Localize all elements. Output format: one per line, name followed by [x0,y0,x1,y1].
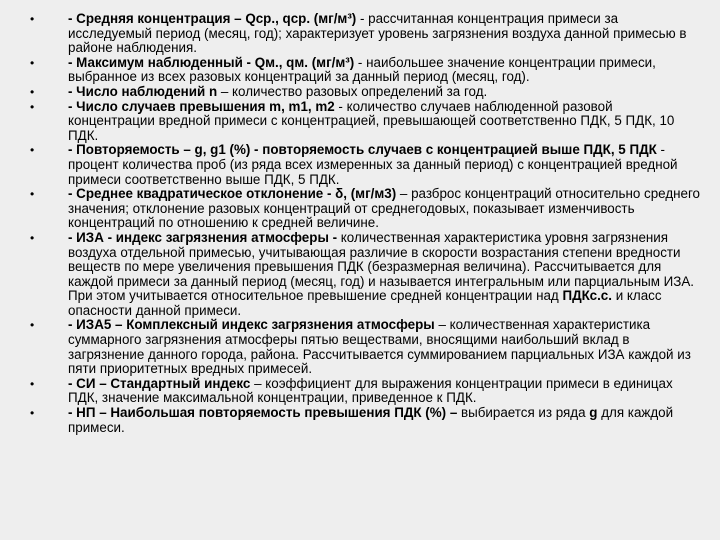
term: - НП – Наибольшая повторяемость превышения ПДК (%) – [68,405,458,421]
bullet: • [30,376,35,391]
description: - количество случаев наблюденной разовой концентрации вредной примеси с концентрацией, превышающей соответственно ПДК, 5 ПДК, 10 ПДК. [68,98,675,143]
bullet: • [30,84,35,99]
description: - рассчитанная концентрация примеси за исследуемый период (месяц, год); характеризует уровень загрязнения воздуха данной примесью в районе наблюдения. [68,11,687,56]
list-item [26,143,702,187]
term: - Средняя концентрация – Qср., qср. (мг/м³) [68,11,357,26]
list-item [26,231,702,319]
description: - процент количества проб (из ряда всех измеренных за данный период) с концентрацией вредной примеси соответственно выше ПДК, 5 ПДК. [68,142,678,187]
list-item [26,406,702,435]
term: - Среднее квадратическое отклонение - δ, (мг/м3) [68,186,397,202]
list-item [26,12,702,56]
term: - ИЗА - индекс загрязнения атмосферы - [68,229,338,245]
term: - Максимум наблюденный - Qм., qм. (мг/м³) [68,54,355,70]
bullet: • [30,12,35,26]
list-item [26,100,702,144]
term: - СИ – Стандартный индекс [68,375,251,391]
description: - наибольшее значение концентрации примеси, выбранное из всех разовых концентраций за данный период (месяц, год). [68,54,656,85]
description: – коэффициент для выражения концентрации примеси в единицах ПДК, значение максимальной концентрации, приведенное к ПДК. [68,375,673,406]
term: - ИЗА5 – Комплексный индекс загрязнения атмосферы [68,317,435,333]
description: выбирается из ряда [457,405,590,421]
term: - Число случаев превышения m, m1, m2 [68,98,335,114]
list-item [26,56,702,85]
description: – количественная характеристика суммарного загрязнения атмосферы пятью веществами, вносящими наибольший вклад в загрязнение данного города, района. Рассчитывается суммированием парциальных ИЗА каждой из пяти приоритетных вредных примесей. [68,317,691,377]
term: - Число наблюдений n [68,83,218,99]
list-item [26,318,702,376]
bullet: • [30,187,35,202]
term-inline: ПДКс.с. [562,288,612,304]
description-tail: и класс опасности данной примеси. [68,288,662,318]
description: – разброс концентраций относительно среднего значения; отклонение разовых концентраций от среднегодовых, показывает изменчивость концентраций по отношению к средней величине. [68,186,701,231]
term: - Повторяемость – g, g1 (%) - повторяемость случаев с концентрацией выше ПДК, 5 ПДК [68,142,657,158]
description: – количество разовых определений за год. [217,83,488,99]
bullet: • [30,406,35,421]
bullet: • [30,230,35,245]
term-inline: g [589,405,598,421]
bullet: • [30,143,35,158]
bullet: • [30,318,35,333]
list-item [26,377,702,406]
definitions-list [26,12,702,435]
description: количественная характеристика уровня загрязнения воздуха отдельной примесью, учитывающая различие в скорости возрастания степени вредности веществ по мере увеличения превышения ПДК (безразмерная величина). Рассчитывается для каждой примеси за данный период (месяц, год) и называется интегральным или парциальным ИЗА. При этом учитывается относительное превышение средней концентрации над [68,229,695,304]
bullet: • [30,55,35,70]
bullet: • [30,99,35,114]
list-item [26,85,702,100]
description-tail: для каждой примеси. [68,405,674,435]
list-item [26,187,702,231]
